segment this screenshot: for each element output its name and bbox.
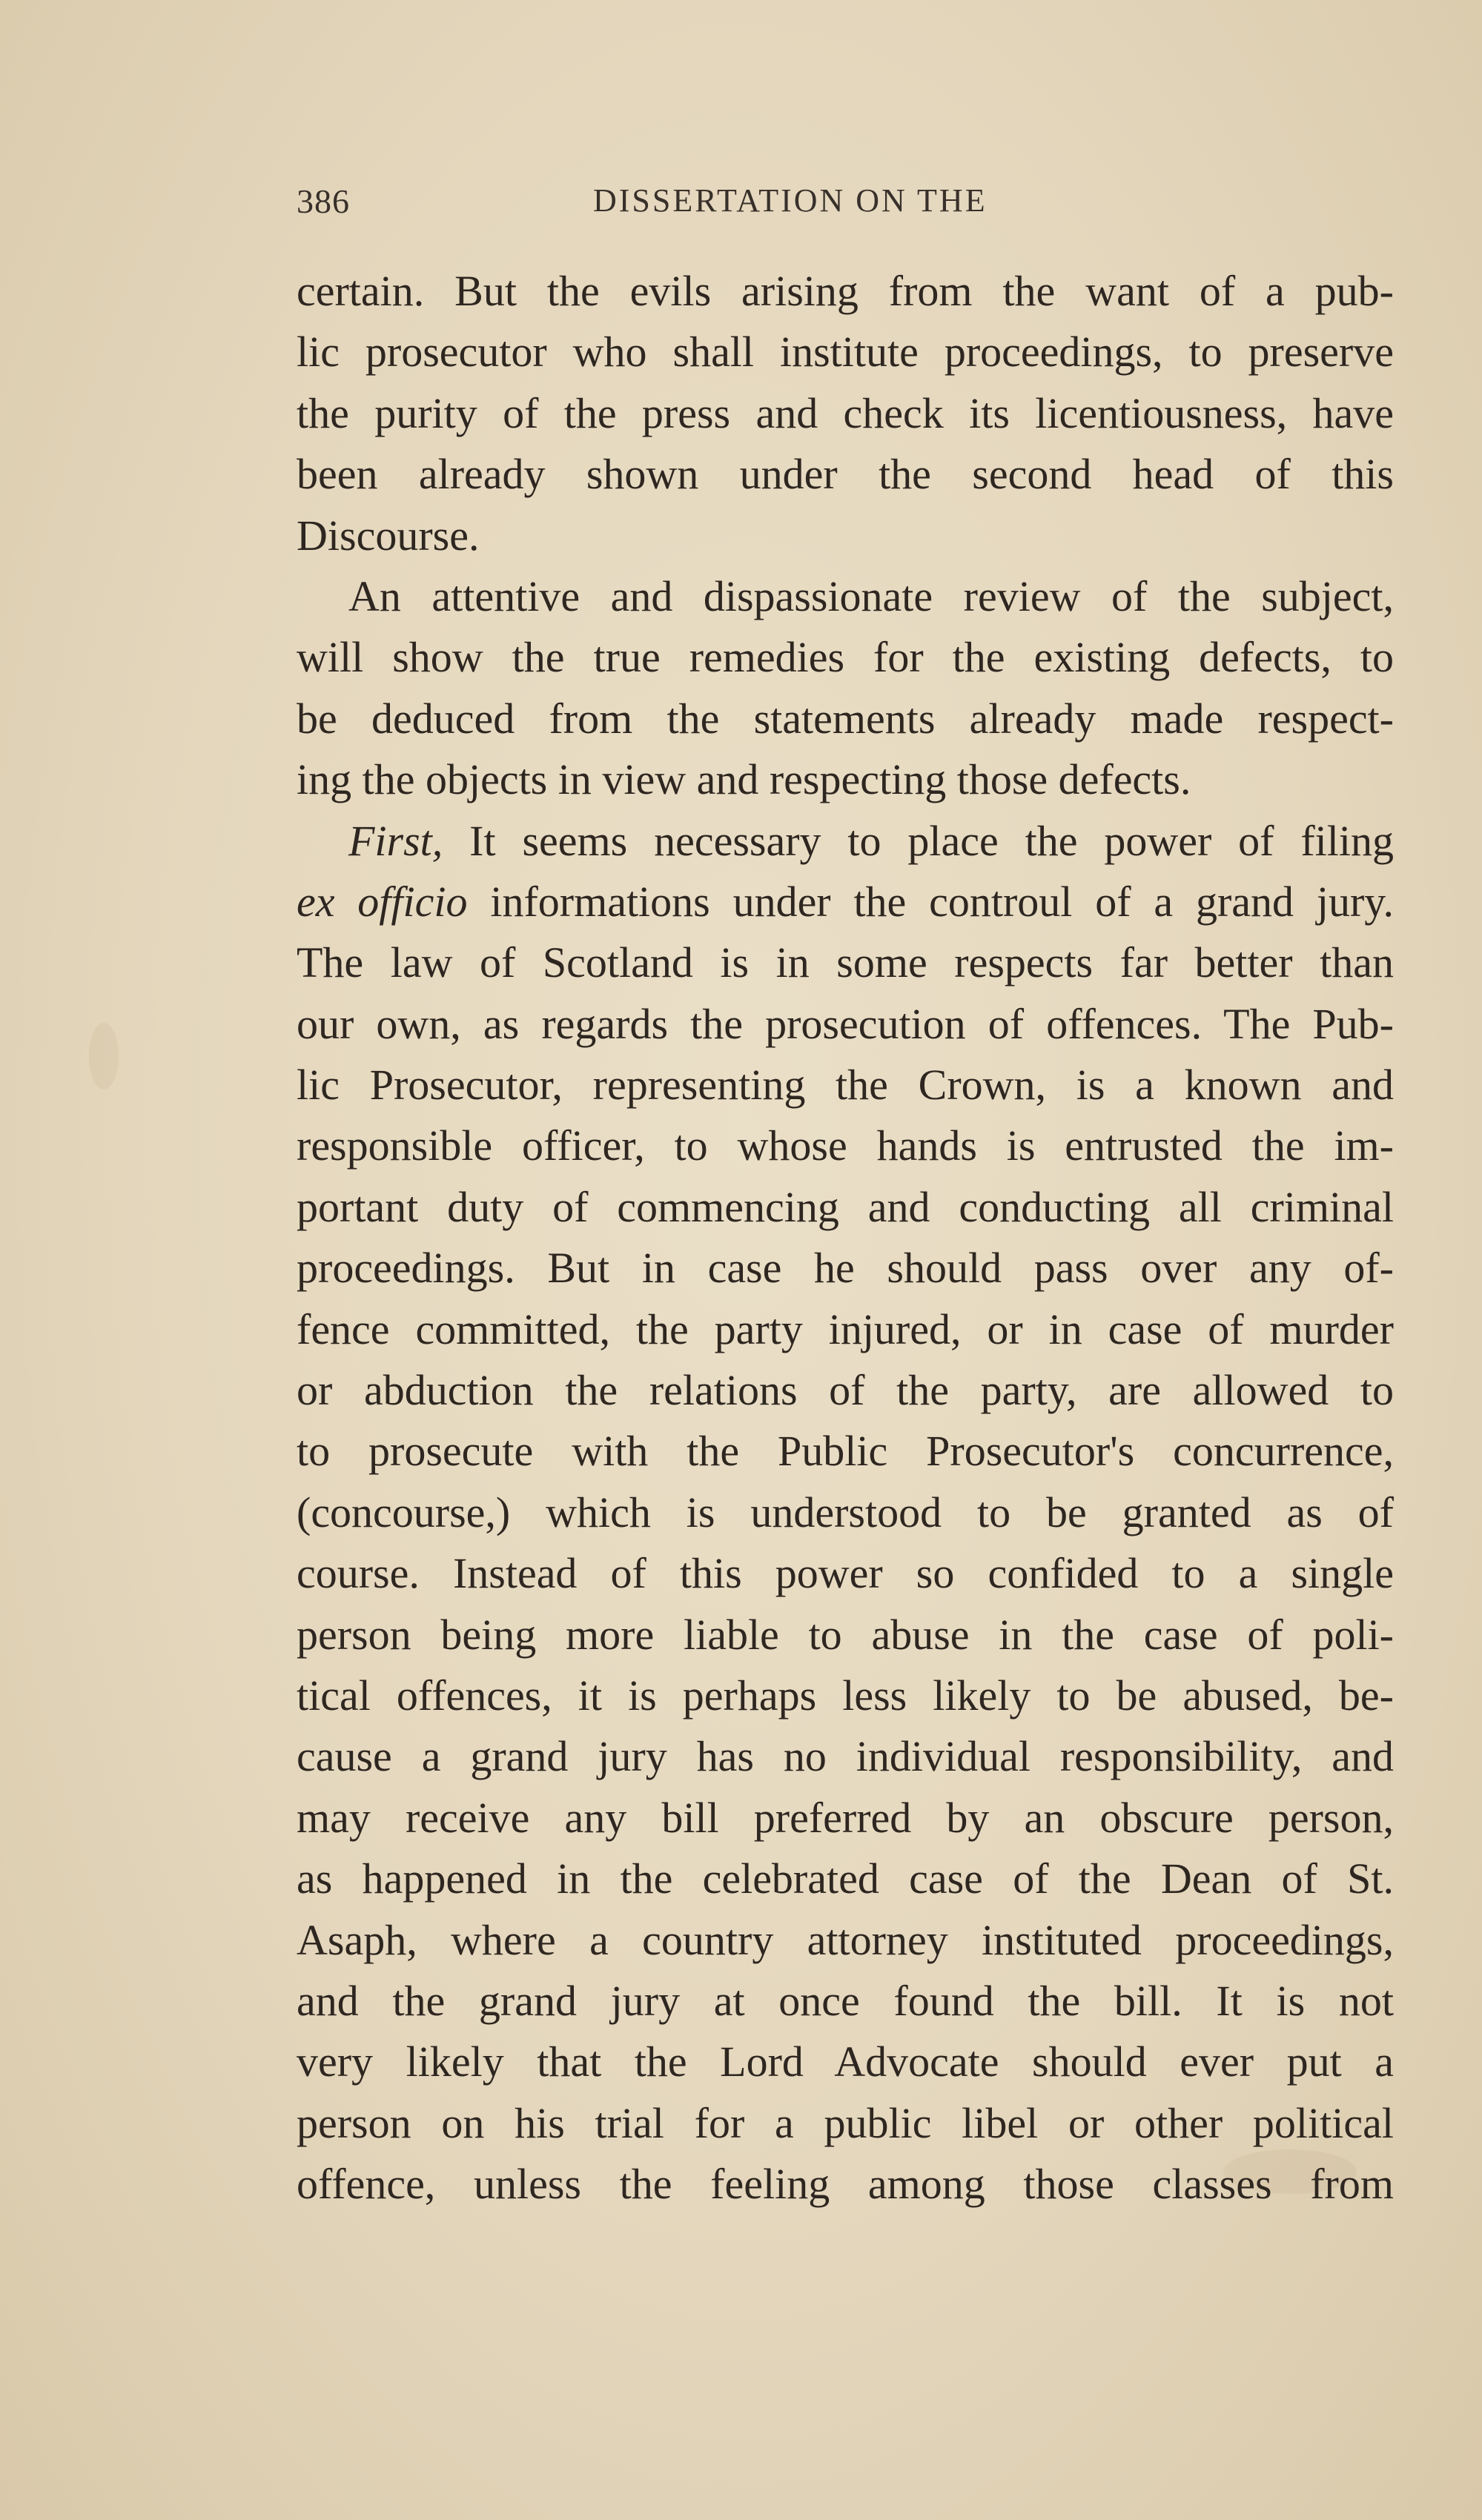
text-line: be deduced from the statements already made respect- xyxy=(297,694,1394,743)
text-line: person on his trial for a public libel or other political xyxy=(297,2098,1394,2147)
text-fragment: informations under the controul of a grand jury. xyxy=(467,877,1394,926)
text-line: cause a grand jury has no individual responsibility, and xyxy=(297,1732,1394,1781)
italic-word: First, xyxy=(348,816,443,865)
body-text xyxy=(297,261,1394,2215)
text-line: as happened in the celebrated case of the Dean of St. xyxy=(297,1854,1394,1903)
text-line: The law of Scotland is in some respects far better than xyxy=(297,938,1394,987)
italic-phrase: ex officio xyxy=(297,877,468,926)
text-line: very likely that the Lord Advocate should ever put a xyxy=(297,2037,1394,2086)
text-line: to prosecute with the Public Prosecutor's concurrence, xyxy=(297,1427,1394,1476)
text-line: and the grand jury at once found the bill. It is not xyxy=(297,1976,1394,2025)
text-line xyxy=(297,811,1394,872)
page-header xyxy=(297,182,1394,233)
text-line: our own, as regards the prosecution of offences. The Pub- xyxy=(297,999,1394,1048)
text-line: fence committed, the party injured, or in case of murder xyxy=(297,1304,1394,1353)
text-line: ing the objects in view and respecting those defects. xyxy=(297,755,1191,804)
text-line: An attentive and dispassionate review of the subject, xyxy=(348,571,1394,620)
text-line: (concourse,) which is understood to be granted as of xyxy=(297,1488,1394,1536)
text-line: certain. But the evils arising from the want of a pub- xyxy=(297,267,1394,315)
text-line: lic Prosecutor, representing the Crown, is a known and xyxy=(297,1061,1394,1110)
text-line: will show the true remedies for the existing defects, to xyxy=(297,633,1394,682)
text-line: lic prosecutor who shall institute proceedings, to preserve xyxy=(297,328,1394,377)
text-line: been already shown under the second head of this xyxy=(297,450,1394,499)
text-line xyxy=(297,872,1394,932)
running-head: DISSERTATION ON THE xyxy=(593,182,988,219)
text-line: Asaph, where a country attorney instituted proceedings, xyxy=(297,1915,1394,1964)
text-line: course. Instead of this power so confided to a single xyxy=(297,1549,1394,1598)
text-line: proceedings. But in case he should pass over any of- xyxy=(297,1244,1394,1293)
page-number: 386 xyxy=(297,182,350,220)
text-line: or abduction the relations of the party, are allowed to xyxy=(297,1366,1394,1415)
text-line: may receive any bill preferred by an obscure person, xyxy=(297,1793,1394,1842)
text-line: person being more liable to abuse in the case of poli- xyxy=(297,1610,1394,1659)
text-fragment: It seems necessary to place the power of filing xyxy=(443,816,1394,865)
text-line: portant duty of commencing and conducting all criminal xyxy=(297,1182,1394,1231)
text-line: Discourse. xyxy=(297,511,480,560)
text-line: responsible officer, to whose hands is entrusted the im- xyxy=(297,1121,1394,1170)
paper-stain xyxy=(89,1023,119,1090)
text-line: the purity of the press and check its licentiousness, have xyxy=(297,388,1394,437)
text-line: tical offences, it is perhaps less likely to be abused, be- xyxy=(297,1671,1394,1720)
text-line: offence, unless the feeling among those classes from xyxy=(297,2160,1394,2209)
